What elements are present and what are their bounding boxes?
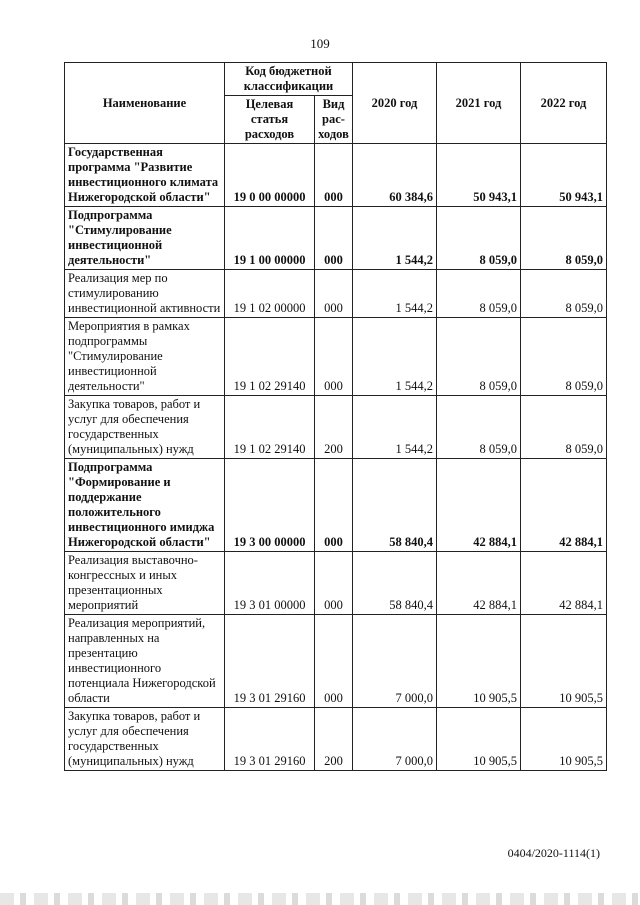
row-2022-cell: 8 059,0 xyxy=(521,396,607,459)
table-row xyxy=(65,144,607,207)
row-2021-cell: 8 059,0 xyxy=(437,318,521,396)
row-2021-cell: 8 059,0 xyxy=(437,396,521,459)
row-2020-cell: 1 544,2 xyxy=(353,207,437,270)
row-vid-cell: 000 xyxy=(315,144,353,207)
table-row xyxy=(65,708,607,771)
row-name-cell: Подпрограмма "Формирование и поддержание положительного инвестиционного имиджа Нижегородской области" xyxy=(65,459,225,552)
row-vid-cell: 200 xyxy=(315,396,353,459)
header-2020: 2020 год xyxy=(353,63,437,144)
row-name-cell: Мероприятия в рамках подпрограммы "Стимулирование инвестиционной деятельности" xyxy=(65,318,225,396)
row-2021-cell: 8 059,0 xyxy=(437,207,521,270)
header-target: Целевая статья расходов xyxy=(225,96,315,144)
row-2020-cell: 60 384,6 xyxy=(353,144,437,207)
row-2022-cell: 50 943,1 xyxy=(521,144,607,207)
header-name: Наименование xyxy=(65,63,225,144)
row-vid-cell: 000 xyxy=(315,270,353,318)
row-name-cell: Подпрограмма "Стимулирование инвестиционной деятельности" xyxy=(65,207,225,270)
page-number: 109 xyxy=(310,36,330,51)
row-name-cell: Закупка товаров, работ и услуг для обеспечения государственных (муниципальных) нужд xyxy=(65,708,225,771)
row-2022-cell: 42 884,1 xyxy=(521,552,607,615)
row-2022-cell: 8 059,0 xyxy=(521,207,607,270)
row-vid-cell: 200 xyxy=(315,708,353,771)
row-2021-cell: 42 884,1 xyxy=(437,459,521,552)
header-code-group: Код бюджетной классификации xyxy=(225,63,353,96)
row-name-cell: Государственная программа "Развитие инвестиционного климата Нижегородской области" xyxy=(65,144,225,207)
row-vid-cell: 000 xyxy=(315,552,353,615)
row-code-cell: 19 0 00 00000 xyxy=(225,144,315,207)
header-vid: Вид рас-ходов xyxy=(315,96,353,144)
budget-table xyxy=(64,62,607,771)
table-row xyxy=(65,318,607,396)
row-code-cell: 19 1 02 29140 xyxy=(225,396,315,459)
row-2021-cell: 50 943,1 xyxy=(437,144,521,207)
header-2022: 2022 год xyxy=(521,63,607,144)
row-2022-cell: 10 905,5 xyxy=(521,708,607,771)
row-code-cell: 19 1 00 00000 xyxy=(225,207,315,270)
table-row xyxy=(65,552,607,615)
table-row xyxy=(65,615,607,708)
row-code-cell: 19 1 02 29140 xyxy=(225,318,315,396)
header-row xyxy=(65,63,607,96)
document-code: 0404/2020-1114(1) xyxy=(507,846,600,860)
row-code-cell: 19 3 01 29160 xyxy=(225,708,315,771)
row-2020-cell: 7 000,0 xyxy=(353,708,437,771)
row-code-cell: 19 1 02 00000 xyxy=(225,270,315,318)
scan-edge-strip xyxy=(0,893,640,905)
row-2022-cell: 10 905,5 xyxy=(521,615,607,708)
table-row xyxy=(65,270,607,318)
row-name-cell: Закупка товаров, работ и услуг для обеспечения государственных (муниципальных) нужд xyxy=(65,396,225,459)
row-2022-cell: 8 059,0 xyxy=(521,270,607,318)
header-2021: 2021 год xyxy=(437,63,521,144)
row-2021-cell: 10 905,5 xyxy=(437,708,521,771)
row-2021-cell: 8 059,0 xyxy=(437,270,521,318)
row-2020-cell: 7 000,0 xyxy=(353,615,437,708)
table-row xyxy=(65,396,607,459)
row-2020-cell: 58 840,4 xyxy=(353,552,437,615)
row-name-cell: Реализация мер по стимулированию инвестиционной активности xyxy=(65,270,225,318)
row-code-cell: 19 3 01 00000 xyxy=(225,552,315,615)
row-2021-cell: 42 884,1 xyxy=(437,552,521,615)
row-2020-cell: 1 544,2 xyxy=(353,318,437,396)
row-vid-cell: 000 xyxy=(315,459,353,552)
row-vid-cell: 000 xyxy=(315,207,353,270)
table-body xyxy=(65,144,607,771)
row-2020-cell: 1 544,2 xyxy=(353,396,437,459)
row-vid-cell: 000 xyxy=(315,615,353,708)
row-2022-cell: 8 059,0 xyxy=(521,318,607,396)
row-name-cell: Реализация мероприятий, направленных на презентацию инвестиционного потенциала Нижегородской области xyxy=(65,615,225,708)
row-2022-cell: 42 884,1 xyxy=(521,459,607,552)
row-2020-cell: 1 544,2 xyxy=(353,270,437,318)
table-row xyxy=(65,207,607,270)
row-code-cell: 19 3 00 00000 xyxy=(225,459,315,552)
row-2020-cell: 58 840,4 xyxy=(353,459,437,552)
row-2021-cell: 10 905,5 xyxy=(437,615,521,708)
row-name-cell: Реализация выставочно-конгрессных и иных презентационных мероприятий xyxy=(65,552,225,615)
row-code-cell: 19 3 01 29160 xyxy=(225,615,315,708)
row-vid-cell: 000 xyxy=(315,318,353,396)
table-row xyxy=(65,459,607,552)
